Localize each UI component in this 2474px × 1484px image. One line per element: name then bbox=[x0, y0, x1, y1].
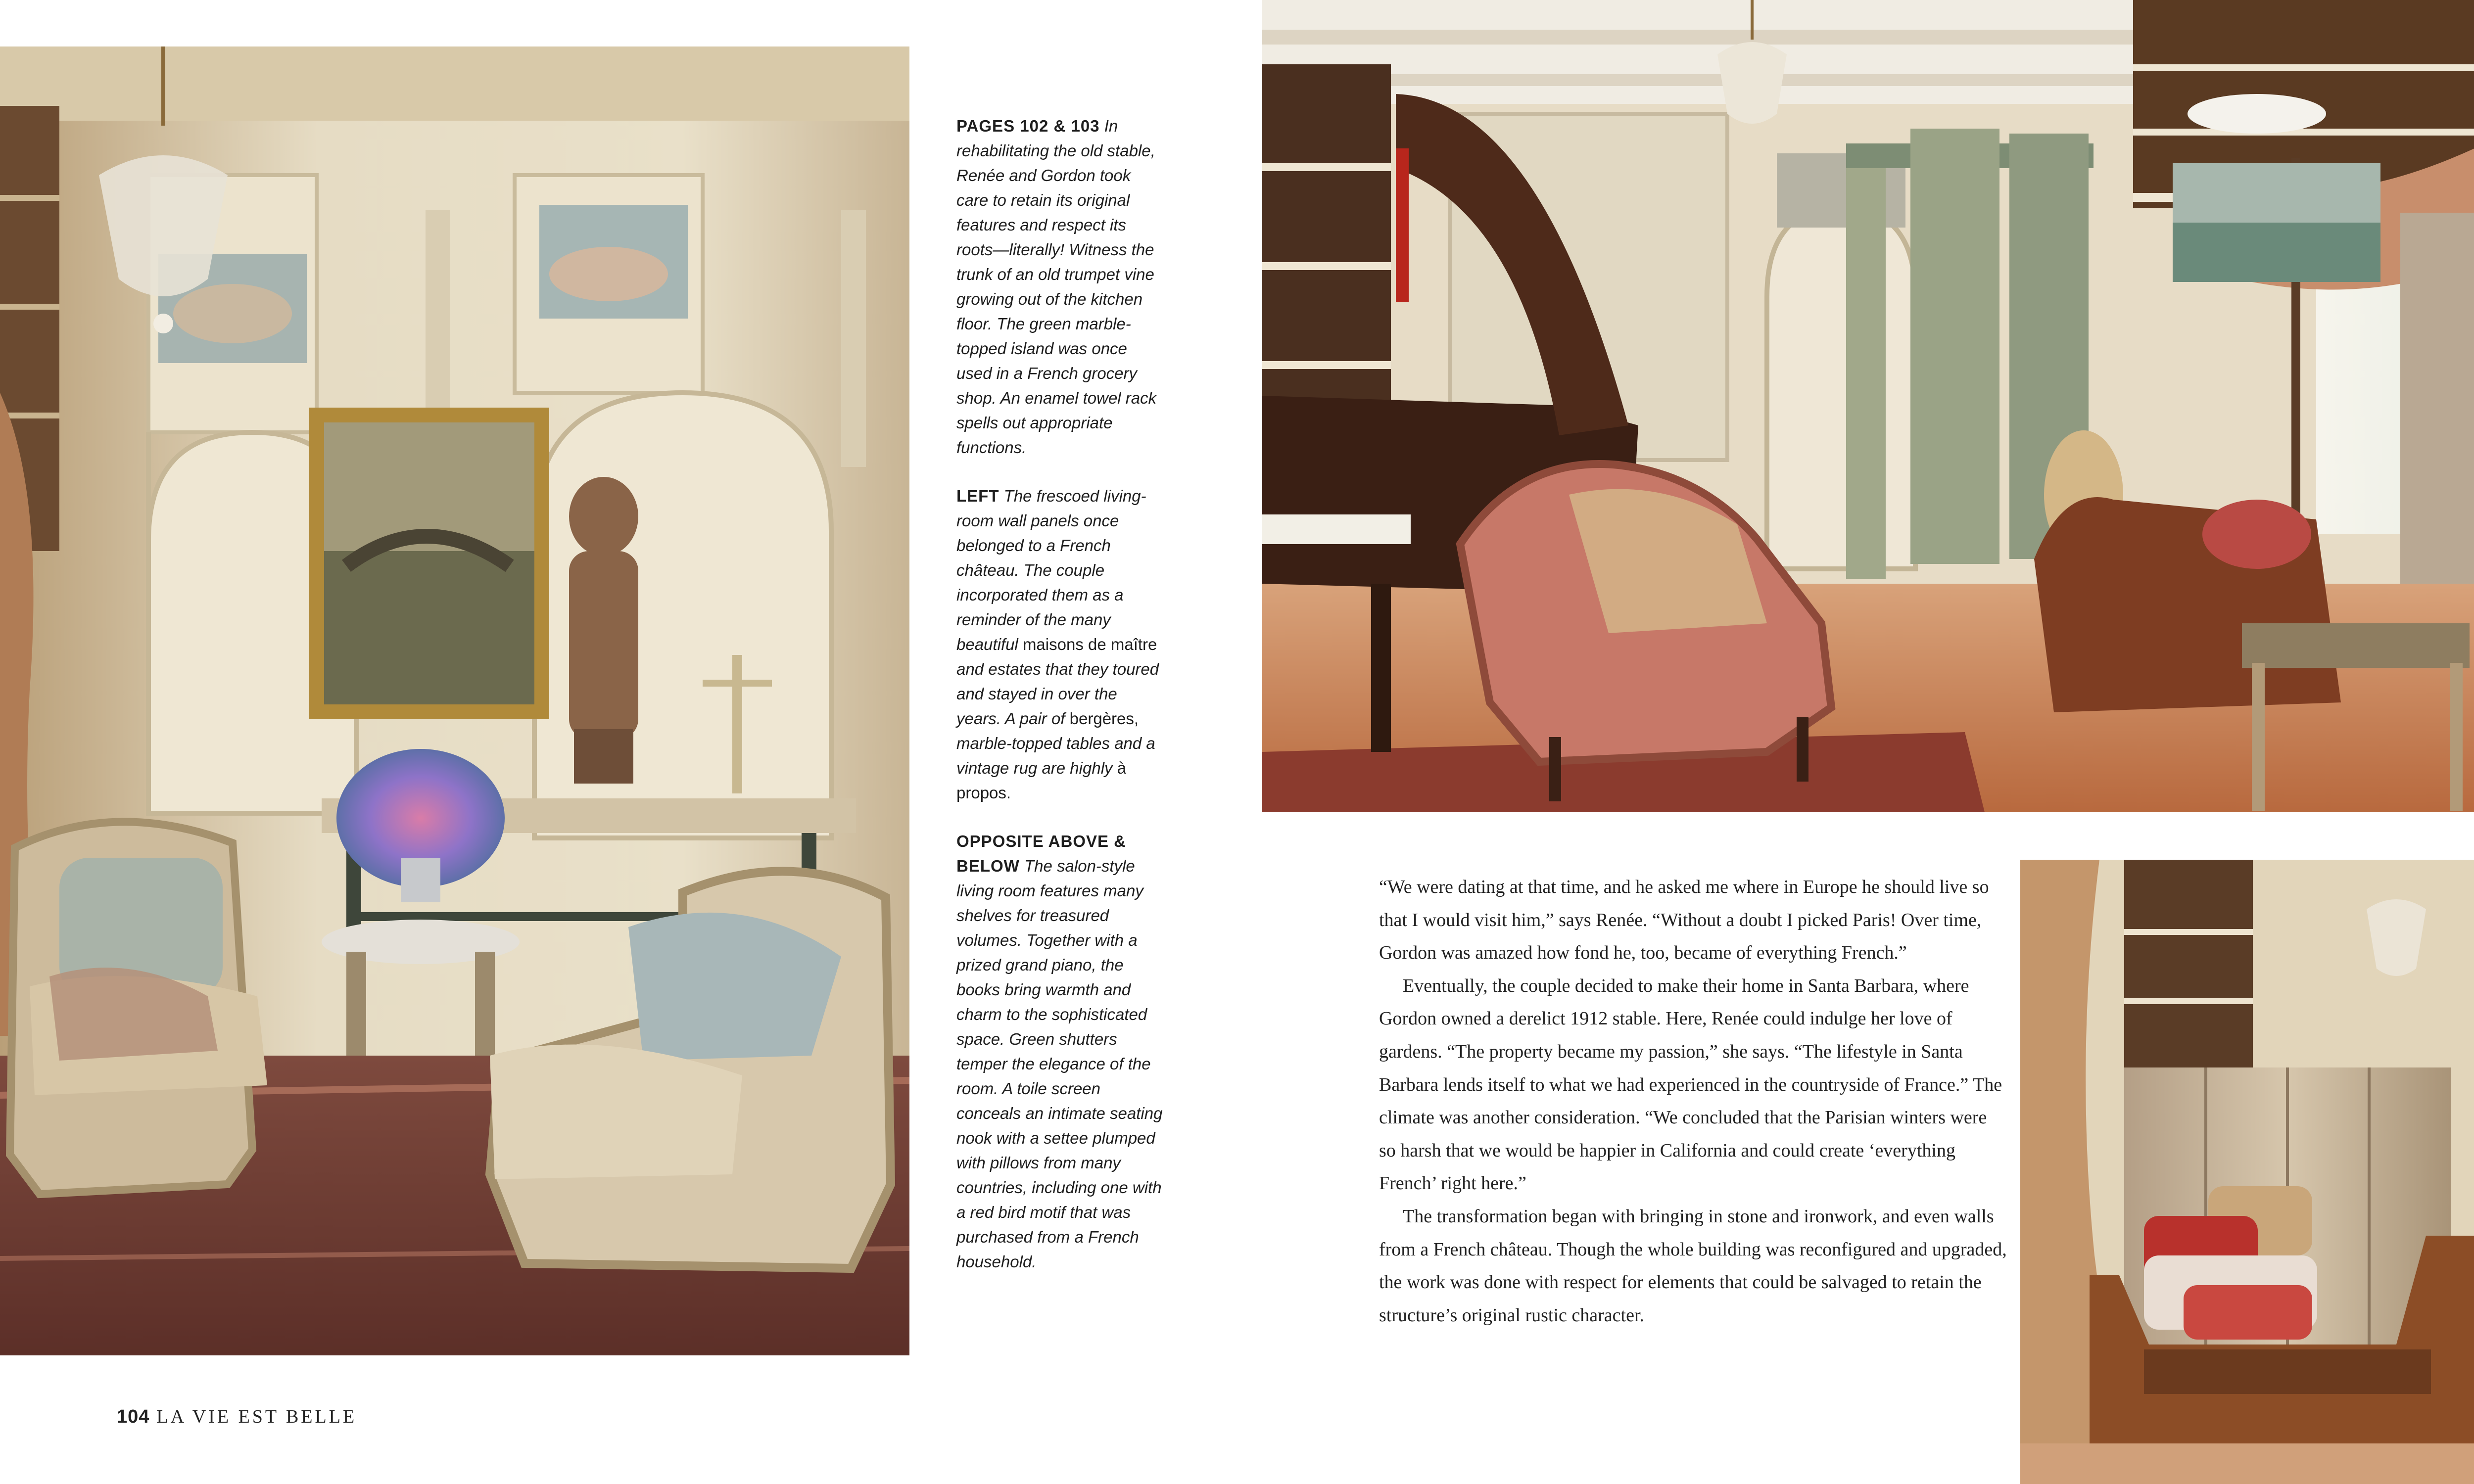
caption-left bbox=[956, 484, 1164, 805]
running-title: LA VIE EST BELLE bbox=[156, 1406, 357, 1427]
caption-roman: bergères, bbox=[1069, 709, 1139, 728]
body-paragraph: Eventually, the couple decided to make their home in Santa Barbara, where Gordon owned a derelict 1912 stable. Here, Renée could indulge her love of gardens. “The property became my passion,” she says. “The lifestyle in Santa Barbara lends itself to what we had experienced in the countryside of France.” The climate was another consideration. “We concluded that the Parisian winters were so harsh that we would be happier in California and could create ‘everything French’ right here.” bbox=[1379, 975, 2002, 1194]
body-paragraph: The transformation began with bringing in stone and ironwork, and even walls from a French château. Though the whole building was reconfigured and upgraded, the work was done with respect for elements that could be salvaged to retain the structure’s original rustic character. bbox=[1379, 1206, 2007, 1326]
caption-text: In rehabilitating the old stable, Renée and Gordon took care to retain its original features and respect its roots—literally! Witness the trunk of an old trumpet vine growing out of the kitchen floor. The green marble-topped island was once used in a French grocery shop. An enamel towel rack spells out appropriate functions. bbox=[956, 117, 1157, 457]
page-folio bbox=[117, 1406, 357, 1428]
caption-roman: maisons de maître bbox=[1022, 635, 1157, 653]
caption-pages-102-103 bbox=[956, 114, 1164, 460]
caption-text: The salon-style living room features many shelves for treasured volumes. Together with a prized grand piano, the books bring warmth and charm to the sophisticated space. Green shutters temper the elegance of the room. A toile screen conceals an intimate seating nook with a settee plumped with pillows from many countries, including one with a red bird motif that was purchased from a French household. bbox=[956, 857, 1163, 1271]
caption-text: The frescoed living-room wall panels once belonged to a French château. The couple incorporated them as a reminder of the many beautiful bbox=[956, 487, 1146, 653]
caption-lead: LEFT bbox=[956, 487, 999, 505]
caption-lead: PAGES 102 & 103 bbox=[956, 117, 1100, 135]
caption-opposite bbox=[956, 829, 1164, 1274]
body-paragraph: “We were dating at that time, and he asked me where in Europe he should live so that I would visit him,” says Renée. “Without a doubt I picked Paris! Over time, Gordon was amazed how fond he, too, became of everything French.” bbox=[1379, 877, 1989, 964]
photo-caption bbox=[956, 114, 1164, 1298]
caption-roman: à propos. bbox=[956, 759, 1127, 802]
living-room-photo bbox=[0, 46, 909, 1355]
caption-text: marble-topped tables and a vintage rug are highly bbox=[956, 734, 1155, 777]
caption-lead: OPPOSITE ABOVE & BELOW bbox=[956, 832, 1127, 875]
article-body bbox=[1379, 871, 2007, 1332]
page-number: 104 bbox=[117, 1406, 150, 1427]
toile-nook-photo bbox=[2020, 860, 2474, 1484]
caption-text: and estates that they toured and stayed in over the years. A pair of bbox=[956, 660, 1159, 728]
salon-piano-photo bbox=[1262, 0, 2474, 812]
